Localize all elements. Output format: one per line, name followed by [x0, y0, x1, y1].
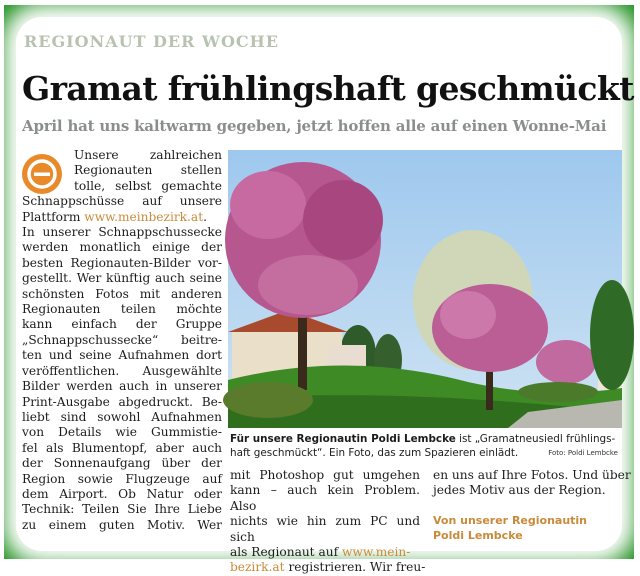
text-line: kann – auch kein Problem. Also — [230, 483, 420, 513]
author-name: Poldi Lembcke — [433, 529, 523, 543]
text-line: Regionauten stellen — [74, 163, 222, 178]
headline: Gramat frühlingshaft geschmückt — [22, 69, 634, 108]
text-line: veröffentlichen. Ausgewählte — [22, 363, 222, 378]
text-line: dem Airport. Ob Natur oder — [22, 486, 222, 501]
text-line: Print-Ausgabe abgedruckt. Be- — [22, 394, 222, 409]
text-fragment: als Regionaut auf — [230, 545, 342, 560]
text-line: Regionauten teilen möchte — [22, 302, 222, 317]
text-fragment: . — [203, 209, 207, 224]
text-line: Technik: Teilen Sie Ihre Liebe — [22, 502, 222, 517]
text-line — [22, 210, 222, 225]
green-frame — [4, 5, 634, 575]
meinbezirk-link[interactable]: bezirk.at — [230, 560, 285, 575]
text-fragment: registrieren. Wir freu- — [284, 560, 426, 575]
text-line: Bilder werden auch in unserer — [22, 379, 222, 394]
text-line: fel als Blumentopf, aber auch — [22, 440, 222, 455]
text-line: Region sowie Flugzeuge auf — [22, 471, 222, 486]
text-line: gestellt. Wer künftig auch seine — [22, 271, 222, 286]
article-column-3 — [433, 468, 631, 544]
text-line: von Details wie Gummistie- — [22, 425, 222, 440]
text-line — [230, 545, 420, 560]
article-column-2 — [230, 468, 426, 576]
text-line: besten Regionauten-Bilder vor- — [22, 255, 222, 270]
meinbezirk-link[interactable]: www.mein- — [341, 545, 411, 560]
text-line: liebt sind sowohl Aufnahmen — [22, 409, 222, 424]
subheadline: April hat uns kaltwarm gegeben, jetzt hoffen alle auf einen Wonne-Mai — [22, 117, 607, 135]
text-line: en uns auf Ihre Fotos. Und über — [433, 468, 631, 482]
photo-credit: Foto: Poldi Lembcke — [548, 449, 618, 457]
article-column-1 — [22, 148, 222, 533]
text-fragment: Plattform — [22, 209, 85, 224]
text-line: Schnappschüsse auf unsere — [22, 194, 222, 209]
caption-bold: Für unsere Regionautin Poldi Lembcke — [230, 433, 456, 445]
newspaper-clipping — [16, 17, 634, 575]
text-line: mit Photoshop gut umgehen — [230, 468, 420, 482]
text-line: nichts wie hin zum PC und sich — [230, 514, 420, 544]
caption-text: ist „Gramatneusiedl frühlings-haft geschmückt“. Ein Foto, das zum Spazieren einlädt. — [230, 433, 616, 459]
text-line: In unserer Schnappschussecke — [22, 225, 222, 240]
text-line: der Sonnenaufgang über der — [22, 456, 222, 471]
text-line: werden monatlich einige der — [22, 240, 222, 255]
text-line: tolle, selbst gemachte — [74, 178, 222, 193]
spacer — [433, 499, 623, 513]
author-line: Von unserer Regionautin — [433, 513, 588, 527]
text-line: ten und seine Aufnahmen dort — [22, 348, 222, 363]
text-line: kann einfach der Gruppe — [22, 317, 222, 332]
section-kicker: REGIONAUT DER WOCHE — [24, 32, 279, 51]
text-line: Unsere zahlreichen — [74, 148, 222, 162]
text-line: schönsten Fotos mit anderen — [22, 286, 222, 301]
text-line — [230, 560, 426, 575]
meinbezirk-link[interactable]: www.meinbezirk.at — [84, 209, 204, 224]
blossom-tree-photo — [228, 150, 622, 428]
text-line: „Schnappschussecke“ beitre- — [22, 332, 222, 347]
text-line: jedes Motiv aus der Region. — [433, 483, 606, 498]
text-line: zu einem guten Motiv. Wer — [22, 517, 222, 532]
